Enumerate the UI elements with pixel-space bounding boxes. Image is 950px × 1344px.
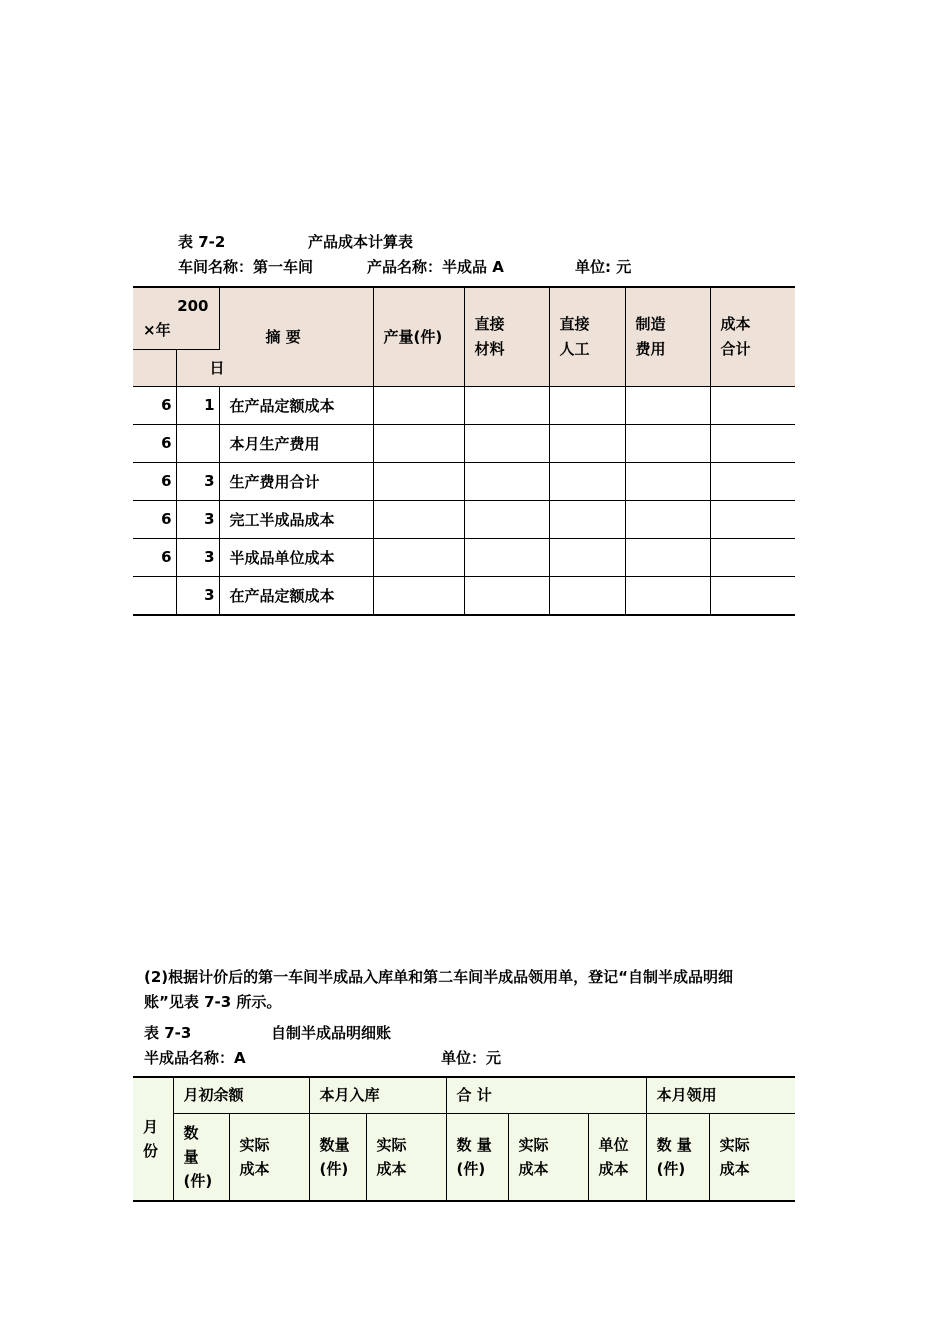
- qty-opening: 数 量 (件): [173, 1113, 229, 1201]
- quantity-header: 产量(件): [373, 287, 464, 386]
- table1-workshop: 车间名称：第一车间: [178, 258, 314, 276]
- table2-name: 半成品名称：A: [144, 1049, 246, 1067]
- table-row: 6 3 半成品单位成本: [133, 538, 795, 576]
- qty-total: 数 量 (件): [446, 1113, 508, 1201]
- total-cost-header: 成本 合计: [710, 287, 795, 386]
- year-label: 200: [177, 296, 209, 315]
- opening-balance-header: 月初余额: [173, 1077, 309, 1113]
- total-header: 合 计: [446, 1077, 646, 1113]
- table-row: 6 本月生产费用: [133, 424, 795, 462]
- table1-title: 产品成本计算表: [308, 233, 414, 251]
- qty-inbound: 数量 (件): [309, 1113, 366, 1201]
- cost-total: 实际 成本: [508, 1113, 588, 1201]
- table1-product: 产品名称：半成品 A: [367, 258, 504, 276]
- cost-issued: 实际 成本: [709, 1113, 795, 1201]
- table2-caption: 表 7-3: [144, 1024, 192, 1042]
- year-suffix-label: ×年: [143, 320, 171, 339]
- month-subheader: [133, 349, 176, 386]
- qty-issued: 数 量 (件): [646, 1113, 709, 1201]
- product-cost-table: [133, 286, 795, 616]
- cost-opening: 实际 成本: [229, 1113, 309, 1201]
- labor-header: 直接 人工: [549, 287, 625, 386]
- table-row: 6 1 在产品定额成本: [133, 386, 795, 424]
- table-row: 6 3 生产费用合计: [133, 462, 795, 500]
- day-subheader: 日: [176, 349, 219, 386]
- table1-unit: 单位: 元: [575, 258, 632, 276]
- unit-cost-total: 单位 成本: [588, 1113, 646, 1201]
- table1-caption: 表 7-2: [178, 233, 226, 251]
- table-row: 3 在产品定额成本: [133, 576, 795, 615]
- month-header: 月 份: [133, 1077, 173, 1201]
- table2-unit: 单位：元: [441, 1049, 502, 1067]
- inbound-header: 本月入库: [309, 1077, 446, 1113]
- issued-header: 本月领用: [646, 1077, 795, 1113]
- paragraph-line-2: 账”见表 7-3 所示。: [144, 993, 282, 1011]
- date-header: [133, 287, 219, 349]
- paragraph-line-1: (2)根据计价后的第一车间半成品入库单和第二车间半成品领用单，登记“自制半成品明细: [144, 968, 734, 986]
- table2-title: 自制半成品明细账: [271, 1024, 392, 1042]
- material-header: 直接 材料: [464, 287, 549, 386]
- summary-header: 摘 要: [219, 287, 373, 386]
- semi-finished-ledger-table: [133, 1076, 795, 1202]
- overhead-header: 制造 费用: [625, 287, 710, 386]
- table-row: 6 3 完工半成品成本: [133, 500, 795, 538]
- cost-inbound: 实际 成本: [366, 1113, 446, 1201]
